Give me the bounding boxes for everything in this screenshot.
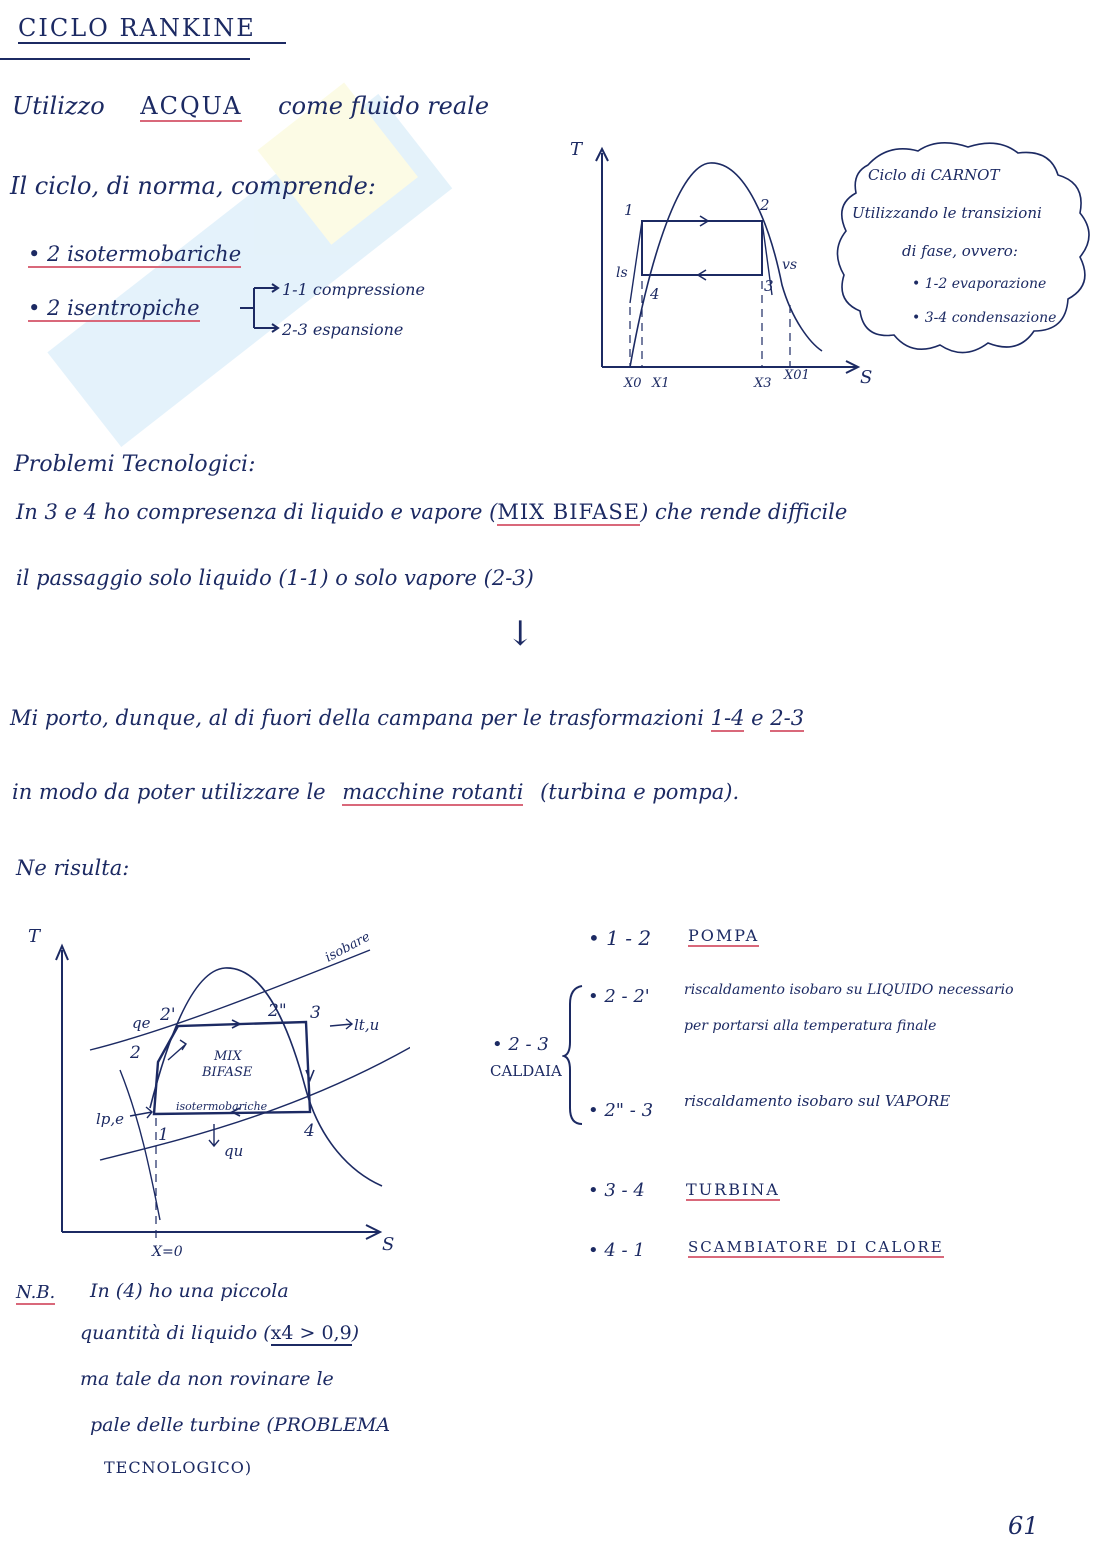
bubble-line-5: • 3-4 condensazione	[912, 310, 1057, 326]
rankine-point-2p: 2'	[160, 1005, 176, 1025]
nb-label: N.B.	[16, 1282, 56, 1303]
problems-heading: Problemi Tecnologici:	[14, 452, 256, 477]
problems-line-2: il passaggio solo liquido (1-1) o solo vapore (2-3)	[16, 566, 534, 590]
carnot-point-4: 4	[650, 285, 660, 303]
legend-2a-id: • 2 - 2'	[588, 986, 650, 1007]
legend-1-id: • 1 - 2	[588, 926, 652, 950]
caldaia-brace	[562, 984, 586, 1126]
carnot-vs-label: vs	[782, 257, 798, 273]
branch-espansione: 2-3 espansione	[282, 320, 404, 339]
rankine-axis-s: S	[382, 1234, 395, 1255]
ltu-label: lt,u	[354, 1016, 380, 1034]
problems-line-4: in modo da poter utilizzare le macchine rotanti (turbina e pompa).	[12, 780, 740, 804]
bifase-label: BIFASE	[202, 1065, 253, 1080]
legend-2b-text: riscaldamento isobaro sul VAPORE	[684, 1092, 951, 1110]
rankine-point-2: 2	[130, 1043, 141, 1063]
bubble-line-1: Ciclo di CARNOT	[868, 166, 1000, 184]
isobare-label: isobare	[322, 929, 373, 966]
legend-2a-text-1: riscaldamento isobaro su LIQUIDO necessario	[684, 982, 1014, 998]
carnot-ls-label: ls	[616, 265, 628, 281]
bullet-isentropiche: • 2 isentropiche	[28, 296, 200, 320]
nb-line-3: ma tale da non rovinare le	[80, 1368, 334, 1390]
carnot-tick-x0: X0	[624, 376, 642, 391]
legend-1-text: POMPA	[688, 926, 760, 945]
qu-label: qu	[224, 1142, 244, 1160]
carnot-axis-s: S	[860, 367, 873, 388]
carnot-tick-x1: X1	[652, 376, 670, 391]
rankine-point-4: 4	[304, 1121, 315, 1141]
keyword-mix-bifase: MIX BIFASE	[497, 500, 641, 524]
ref-2-3: 2-3	[770, 706, 805, 730]
carnot-axis-t: T	[570, 139, 583, 160]
bubble-line-4: • 1-2 evaporazione	[912, 276, 1047, 292]
nb-line-5: TECNOLOGICO)	[104, 1458, 253, 1477]
legend-2-sub: CALDAIA	[490, 1062, 562, 1080]
legend-3-text: TURBINA	[686, 1180, 780, 1199]
intro-line-2: Il ciclo, di norma, comprende:	[10, 172, 376, 200]
rankine-point-3: 3	[310, 1003, 321, 1023]
nb-line-1: In (4) ho una piccola	[90, 1280, 289, 1302]
title-rule	[0, 58, 250, 60]
lpe-label: lp,e	[96, 1110, 125, 1128]
legend-4-text: SCAMBIATORE DI CALORE	[688, 1238, 944, 1256]
carnot-point-2: 2	[760, 196, 770, 214]
carnot-point-3: 3	[764, 277, 774, 295]
keyword-macchine-rotanti: macchine rotanti	[342, 780, 524, 804]
keyword-acqua: ACQUA	[140, 92, 243, 120]
rankine-ts-chart	[10, 920, 410, 1265]
isotermobariche-label: isotermobariche	[176, 1100, 268, 1113]
nb-x4-condition: x4 > 0,9	[270, 1322, 352, 1344]
nb-line-4: pale delle turbine (PROBLEMA	[90, 1414, 391, 1436]
legend-4-id: • 4 - 1	[588, 1240, 645, 1261]
problems-line-1: In 3 e 4 ho compresenza di liquido e vapore (MIX BIFASE) che rende difficile	[16, 500, 848, 524]
bubble-line-2: Utilizzando le transizioni	[852, 204, 1042, 222]
intro-line-1: Utilizzo ACQUA come fluido reale	[12, 92, 490, 120]
nb-line-2: quantità di liquido (x4 > 0,9)	[80, 1322, 360, 1344]
page-title: CICLO RANKINE	[18, 14, 286, 44]
rankine-axis-t: T	[28, 926, 41, 947]
rankine-tick-x0: X=0	[152, 1244, 183, 1260]
carnot-tick-x01: X01	[784, 368, 810, 383]
rankine-point-1: 1	[158, 1125, 169, 1145]
page-number: 61	[1008, 1512, 1039, 1540]
branch-compressione: 1-1 compressione	[282, 280, 425, 299]
legend-2a-text-2: per portarsi alla temperatura finale	[684, 1018, 937, 1034]
legend-3-id: • 3 - 4	[588, 1180, 645, 1201]
mix-label: MIX	[214, 1049, 242, 1064]
qe-label: qe	[132, 1014, 151, 1032]
carnot-point-1: 1	[624, 201, 634, 219]
bullet-isotermobariche: • 2 isotermobariche	[28, 242, 242, 266]
problems-line-5: Ne risulta:	[16, 856, 130, 880]
problems-line-3: Mi porto, dunque, al di fuori della campana per le trasformazioni 1-4 e 2-3	[10, 706, 805, 730]
rankine-point-2pp: 2"	[268, 1001, 287, 1021]
carnot-tick-x3: X3	[754, 376, 772, 391]
down-arrow-icon: ↓	[506, 614, 535, 654]
ref-1-4: 1-4	[710, 706, 745, 730]
legend-2-id: • 2 - 3	[492, 1034, 549, 1055]
legend-2b-id: • 2" - 3	[588, 1100, 654, 1121]
bubble-line-3: di fase, ovvero:	[902, 242, 1018, 260]
